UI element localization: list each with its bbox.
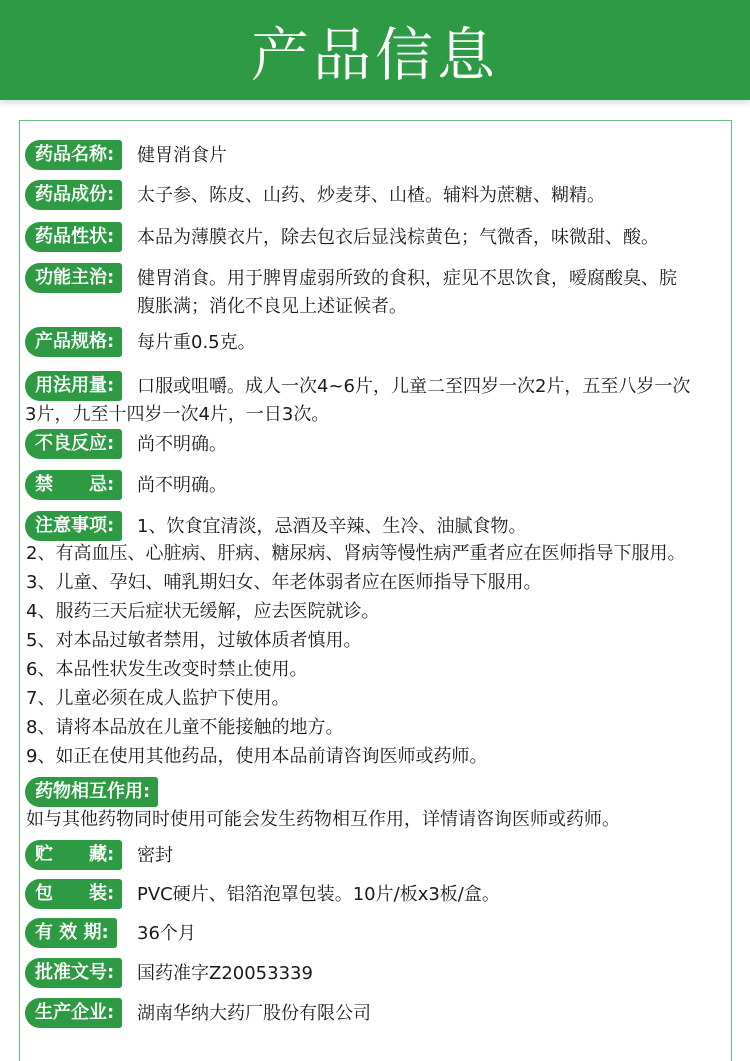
row-character (25, 222, 731, 252)
label-character: 药品性状: (25, 222, 122, 252)
label-spec: 产品规格: (25, 327, 122, 357)
row-contraindication (25, 470, 731, 500)
value-validity: 36个月 (137, 923, 196, 944)
value-indication-line2: 腹胀满；消化不良见上述证候者。 (137, 296, 407, 317)
label-indication: 功能主治: (25, 263, 122, 293)
label-storage: 贮 藏: (25, 840, 122, 870)
precaution-item-1: 1、饮食宜清淡，忌酒及辛辣、生冷、油腻食物。 (137, 516, 527, 537)
label-manufacturer: 生产企业: (25, 998, 122, 1028)
header-banner (0, 0, 750, 100)
value-drug-name: 健胃消食片 (137, 145, 227, 166)
label-adverse: 不良反应: (25, 429, 122, 459)
row-storage (25, 840, 731, 870)
label-usage: 用法用量: (25, 371, 122, 401)
precaution-item-7: 7、儿童必须在成人监护下使用。 (26, 688, 290, 709)
value-adverse: 尚不明确。 (137, 434, 227, 455)
label-approval: 批准文号: (25, 958, 122, 988)
value-manufacturer: 湖南华纳大药厂股份有限公司 (137, 1003, 371, 1024)
value-approval: 国药准字Z20053339 (137, 963, 313, 984)
page-title: 产品信息 (250, 21, 499, 89)
value-package: PVC硬片、铝箔泡罩包装。10片/板x3板/盒。 (137, 884, 500, 905)
value-storage: 密封 (137, 845, 173, 866)
row-validity (25, 918, 731, 948)
precaution-item-3: 3、儿童、孕妇、哺乳期妇女、年老体弱者应在医师指导下服用。 (26, 572, 542, 593)
precaution-item-2: 2、有高血压、心脏病、肝病、糖尿病、肾病等慢性病严重者应在医师指导下服用。 (26, 543, 686, 564)
row-ingredients (25, 180, 731, 210)
precautions-list (26, 539, 731, 771)
precaution-item-4: 4、服药三天后症状无缓解，应去医院就诊。 (26, 601, 380, 622)
label-validity: 有 效 期: (25, 918, 117, 948)
label-contraindication: 禁 忌: (25, 470, 122, 500)
precaution-item-9: 9、如正在使用其他药品，使用本品前请咨询医师或药师。 (26, 746, 488, 767)
value-character: 本品为薄膜衣片，除去包衣后显浅棕黄色；气微香，味微甜、酸。 (137, 227, 659, 248)
product-info-panel (19, 120, 732, 1061)
label-interaction: 药物相互作用: (25, 777, 158, 807)
row-adverse (25, 429, 731, 459)
row-approval (25, 958, 731, 988)
row-indication (25, 263, 731, 317)
precaution-item-5: 5、对本品过敏者禁用，过敏体质者慎用。 (26, 630, 362, 651)
row-package (25, 879, 731, 909)
precaution-item-6: 6、本品性状发生改变时禁止使用。 (26, 659, 308, 680)
label-precautions: 注意事项: (25, 511, 122, 541)
row-drug-name (25, 140, 731, 170)
value-usage-line1: 口服或咀嚼。成人一次4~6片，儿童二至四岁一次2片，五至八岁一次 (137, 376, 691, 397)
value-spec: 每片重0.5克。 (137, 332, 256, 353)
value-indication-line1: 健胃消食。用于脾胃虚弱所致的食积，症见不思饮食，嗳腐酸臭、脘 (137, 268, 677, 289)
label-drug-name: 药品名称: (25, 140, 122, 170)
row-interaction (25, 777, 731, 807)
row-precautions (25, 511, 731, 541)
interaction-text (26, 805, 731, 834)
value-ingredients: 太子参、陈皮、山药、炒麦芽、山楂。辅料为蔗糖、糊精。 (137, 185, 605, 206)
value-usage-line2: 3片，九至十四岁一次4片，一日3次。 (25, 404, 330, 425)
row-spec (25, 327, 731, 357)
value-interaction: 如与其他药物同时使用可能会发生药物相互作用，详情请咨询医师或药师。 (26, 809, 620, 830)
label-package: 包 装: (25, 879, 122, 909)
row-manufacturer (25, 998, 731, 1028)
precaution-item-8: 8、请将本品放在儿童不能接触的地方。 (26, 717, 344, 738)
label-ingredients: 药品成份: (25, 180, 122, 210)
row-usage (25, 371, 731, 425)
value-contraindication: 尚不明确。 (137, 475, 227, 496)
